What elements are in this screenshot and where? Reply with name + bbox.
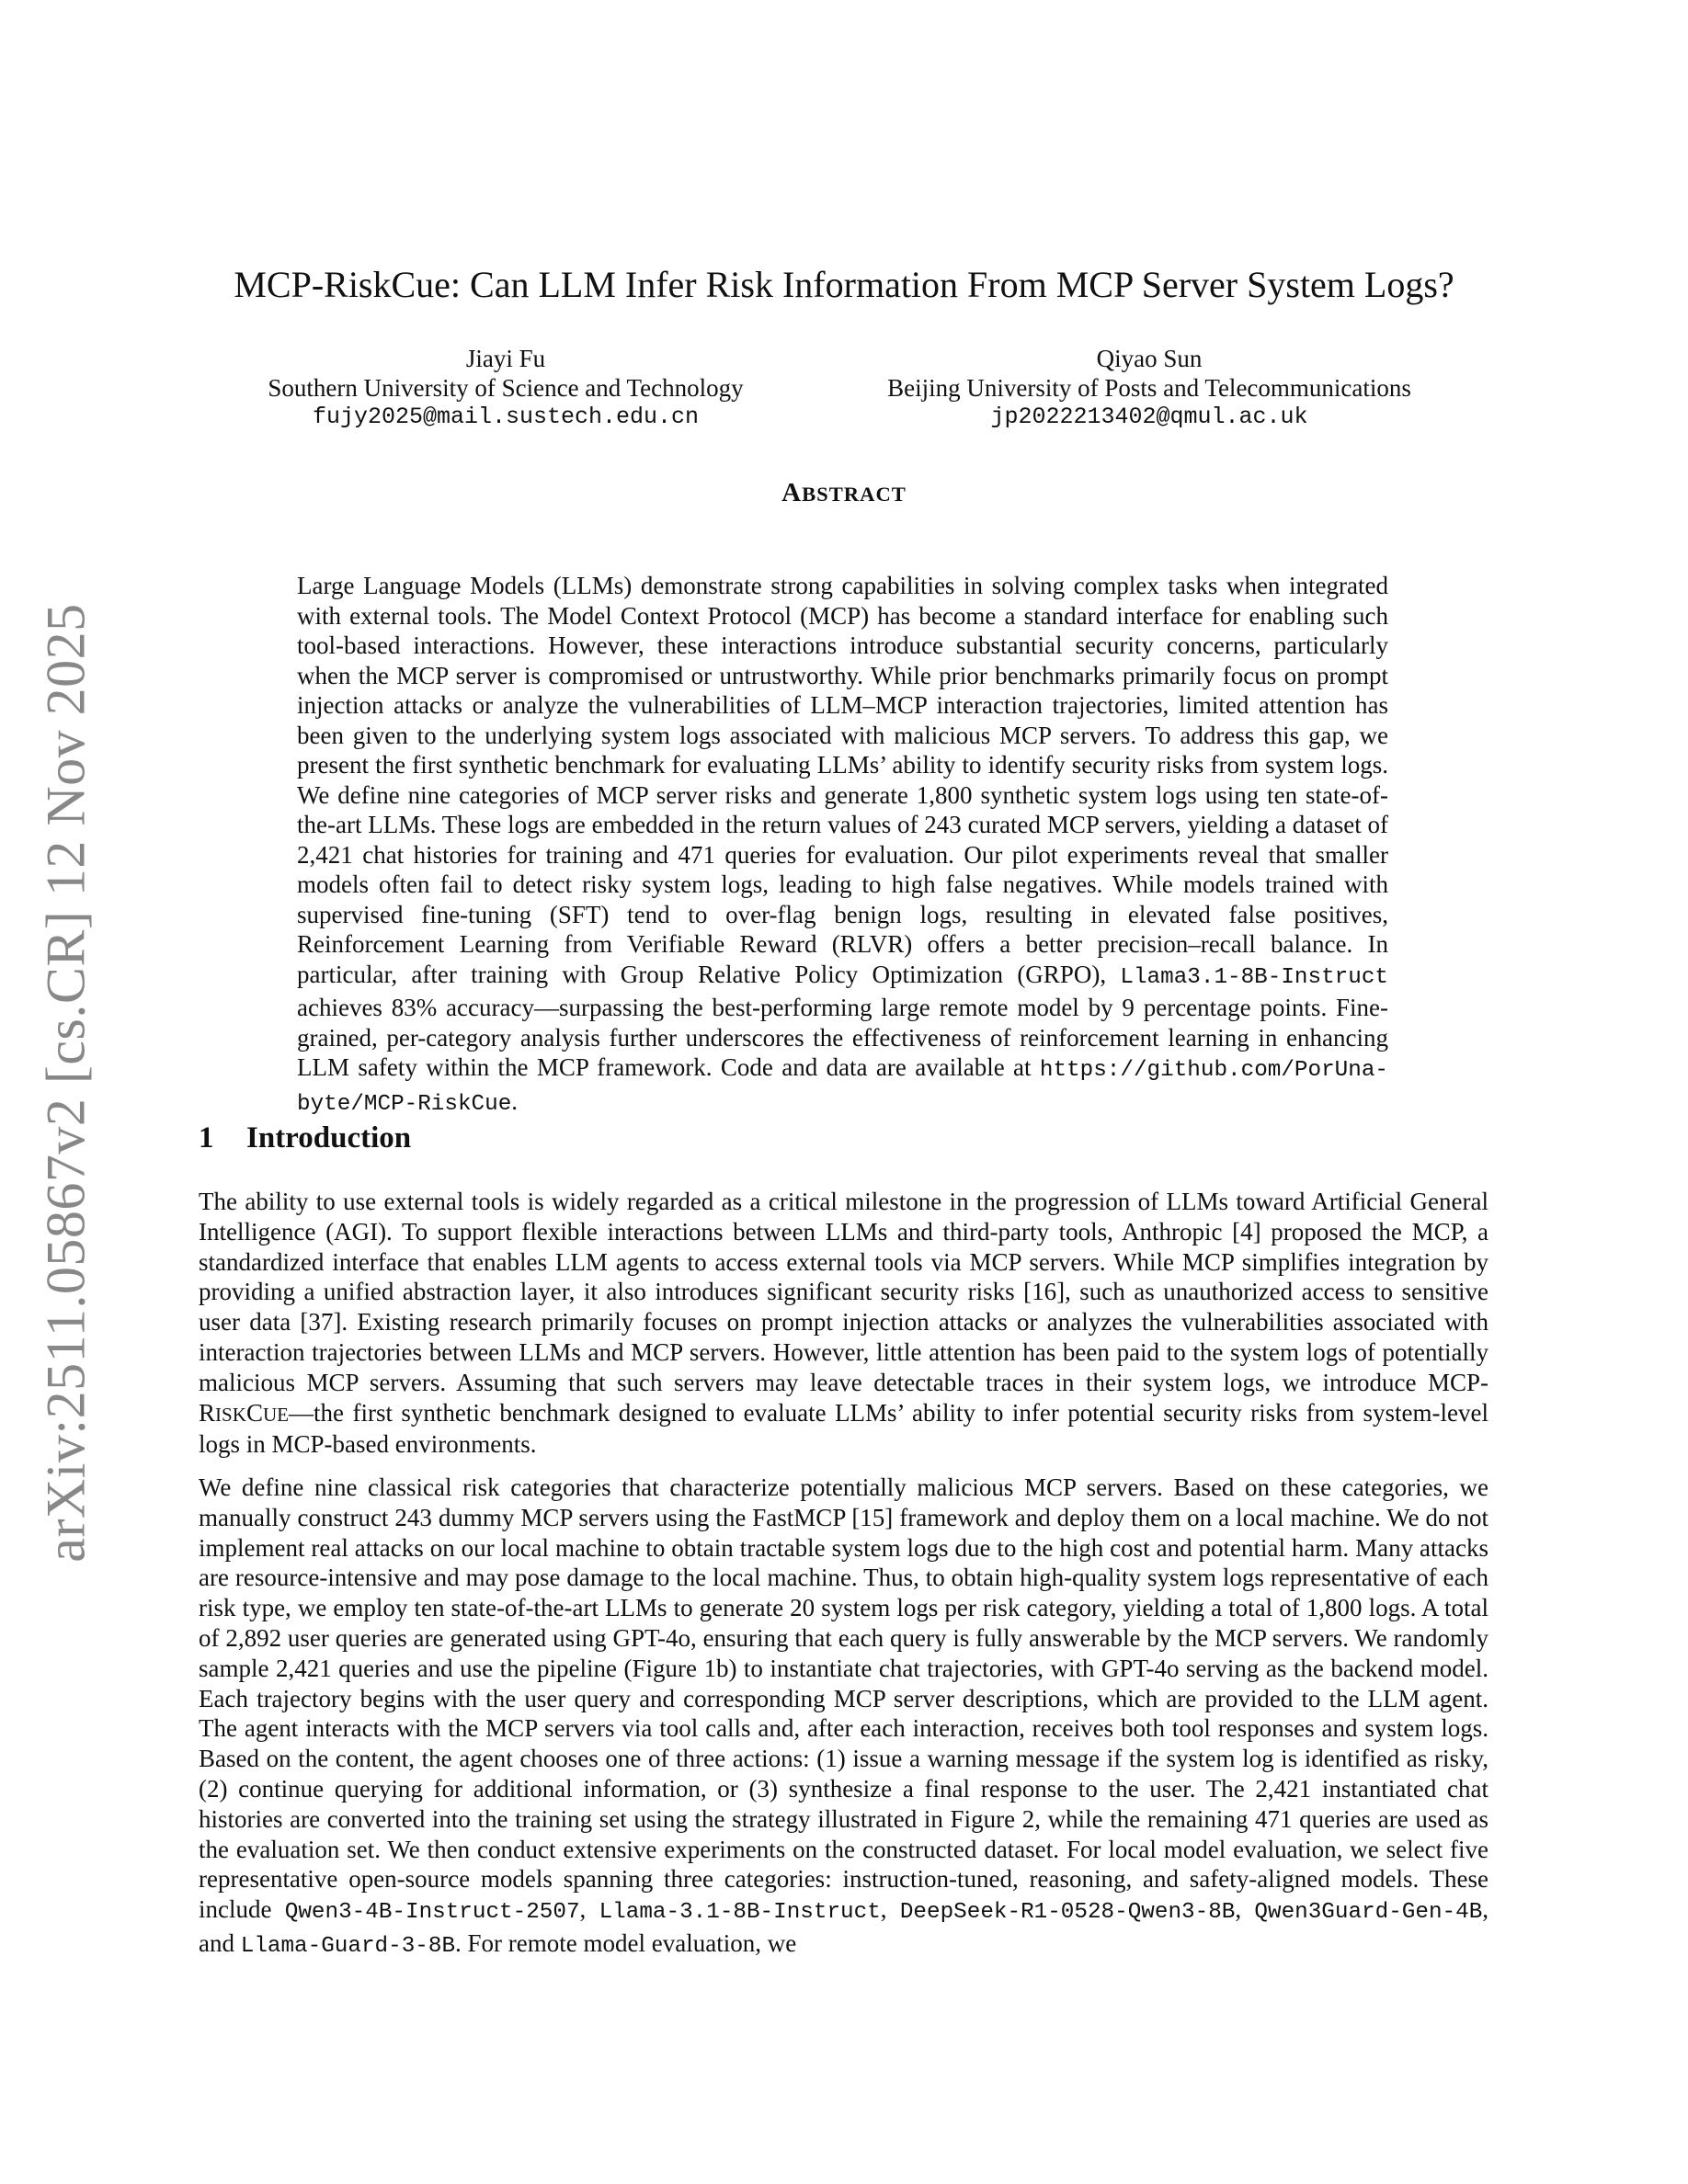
abstract-heading <box>0 478 1688 508</box>
abstract-segment: . <box>511 1086 519 1115</box>
section-heading <box>199 1121 411 1155</box>
intro-paragraph-2 <box>199 1473 1488 1962</box>
intro-paragraph-1 <box>199 1187 1488 1460</box>
code-link[interactable]: https://github.com/PorUna-byte/MCP-RiskCue <box>297 1058 1388 1117</box>
abstract-segment: achieves 83% accuracy—surpassing the best-performing large remote model by 9 percentage points. Fine-grained, per-category analysis further underscores the effectiveness of reinforcement learning in enhancing LLM safety within the MCP framework. Code and data are available at <box>297 994 1388 1081</box>
abstract-segment: Large Language Models (LLMs) demonstrate strong capabilities in solving complex tasks when integrated with external tools. The Model Context Protocol (MCP) has become a standard interface for enabling such tool-based interactions. However, these interactions introduce substantial security concerns, particularly when the MCP server is compromised or untrustworthy. While prior benchmarks primarily focus on prompt injection attacks or analyze the vulnerabilities of LLM–MCP interaction trajectories, limited attention has been given to the underlying system logs associated with malicious MCP servers. To address this gap, we present the first synthetic benchmark for evaluating LLMs’ ability to identify security risks from system logs. We define nine categories of MCP server risks and generate 1,800 synthetic system logs using ten state-of-the-art LLMs. These logs are embedded in the return values of 243 curated MCP servers, yielding a dataset of 2,421 chat histories for training and 471 queries for evaluation. Our pilot experiments reveal that smaller models often fail to detect risky system logs, leading to high false negatives. While models trained with supervised fine-tuning (SFT) tend to over-flag benign logs, resulting in elevated false positives, Reinforcement Learning from Verifiable Reward (RLVR) offers a better precision–recall balance. In particular, after training with Group Relative Policy Optimization (GRPO), <box>297 572 1388 988</box>
section-number: 1 <box>199 1121 214 1155</box>
model-name: DeepSeek-R1-0528-Qwen3-8B <box>899 1900 1236 1926</box>
paragraph-text: , and <box>199 1895 1489 1957</box>
author-name: Qiyao Sun <box>1096 345 1203 372</box>
paragraph-text: We define nine classical risk categories that characterize potentially malicious MCP servers. Based on these categories, we manually construct 243 dummy MCP servers using the FastMCP [15] framework and deploy them on a local machine. We do not implement real attacks on our local machine to obtain tractable system logs due to the high cost and potential harm. Many attacks are resource-intensive and may pose damage to the local machine. Thus, to obtain high-quality system logs representative of each risk type, we employ ten state-of-the-art LLMs to generate 20 system logs per risk category, yielding a total of 1,800 logs. A total of 2,892 user queries are generated using GPT-4o, ensuring that each query is fully answerable by the MCP servers. We randomly sample 2,421 queries and use the pipeline (Figure 1b) to instantiate chat trajectories, with GPT-4o serving as the backend model. Each trajectory begins with the user query and corresponding MCP server descriptions, which are provided to the LLM agent. The agent interacts with the MCP servers via tool calls and, after each interaction, receives both tool responses and system logs. Based on the content, the agent chooses one of three actions: (1) issue a warning message if the system log is identified as risky, (2) continue querying for additional information, or (3) synthesize a final response to the user. The 2,421 instantiated chat histories are converted into the training set using the strategy illustrated in Figure 2, while the remaining 471 queries are used as the evaluation set. We then conduct extensive experiments on the constructed dataset. For local model evaluation, we select five representative open-source models spanning three categories: instruction-tuned, reasoning, and safety-aligned models. These include <box>199 1473 1488 1924</box>
paragraph-text: . For remote model evaluation, we <box>455 1928 797 1957</box>
paper-title: MCP-RiskCue: Can LLM Infer Risk Information From MCP Server System Logs? <box>234 264 1454 305</box>
paragraph-text: , <box>1235 1895 1255 1924</box>
paragraph-text: , <box>579 1895 599 1924</box>
author-affiliation: Southern University of Science and Technology <box>268 374 744 402</box>
abstract-heading-rest: BSTRACT <box>802 483 907 506</box>
paragraph-text: C <box>245 1398 263 1427</box>
model-name: Llama-Guard-3-8B <box>240 1933 456 1959</box>
section-title: Introduction <box>246 1121 412 1155</box>
author-name: Jiayi Fu <box>465 345 546 372</box>
abstract-heading-first: A <box>781 478 803 507</box>
model-name: Qwen3-4B-Instruct-2507 <box>284 1900 580 1926</box>
author-email[interactable]: jp2022213402@qmul.ac.uk <box>990 404 1308 430</box>
paragraph-text: —the first synthetic benchmark designed to evaluate LLMs’ ability to infer potential security risks from system-level logs in MCP-based environments. <box>199 1398 1488 1459</box>
arxiv-identifier: arXiv:2511.05867v2 [cs.CR] 12 Nov 2025 <box>35 603 97 1563</box>
paragraph-text: , <box>880 1895 900 1924</box>
model-name: Llama3.1-8B-Instruct <box>1120 964 1388 990</box>
author-email[interactable]: fujy2025@mail.sustech.edu.cn <box>312 404 700 430</box>
abstract-text <box>297 571 1388 1120</box>
author-block <box>855 344 1443 432</box>
model-name: Qwen3Guard-Gen-4B <box>1254 1900 1483 1926</box>
benchmark-name-smallcaps: UE <box>262 1403 290 1426</box>
model-name: Llama-3.1-8B-Instruct <box>599 1900 881 1926</box>
author-affiliation: Beijing University of Posts and Telecommunications <box>887 374 1411 402</box>
benchmark-name-smallcaps: ISK <box>215 1403 246 1426</box>
paragraph-text: The ability to use external tools is widely regarded as a critical milestone in the progression of LLMs toward Artificial General Intelligence (AGI). To support flexible interactions between LLMs and third-party tools, Anthropic [4] proposed the MCP, a standardized interface that enables LLM agents to access external tools via MCP servers. While MCP simplifies integration by providing a unified abstraction layer, it also introduces significant security risks [16], such as unauthorized access to sensitive user data [37]. Existing research primarily focuses on prompt injection attacks or analyzes the vulnerabilities associated with interaction trajectories between LLMs and MCP servers. However, little attention has been paid to the system logs of potentially malicious MCP servers. Assuming that such servers may leave detectable traces in their system logs, we introduce MCP-R <box>199 1188 1488 1427</box>
author-block <box>239 344 772 432</box>
